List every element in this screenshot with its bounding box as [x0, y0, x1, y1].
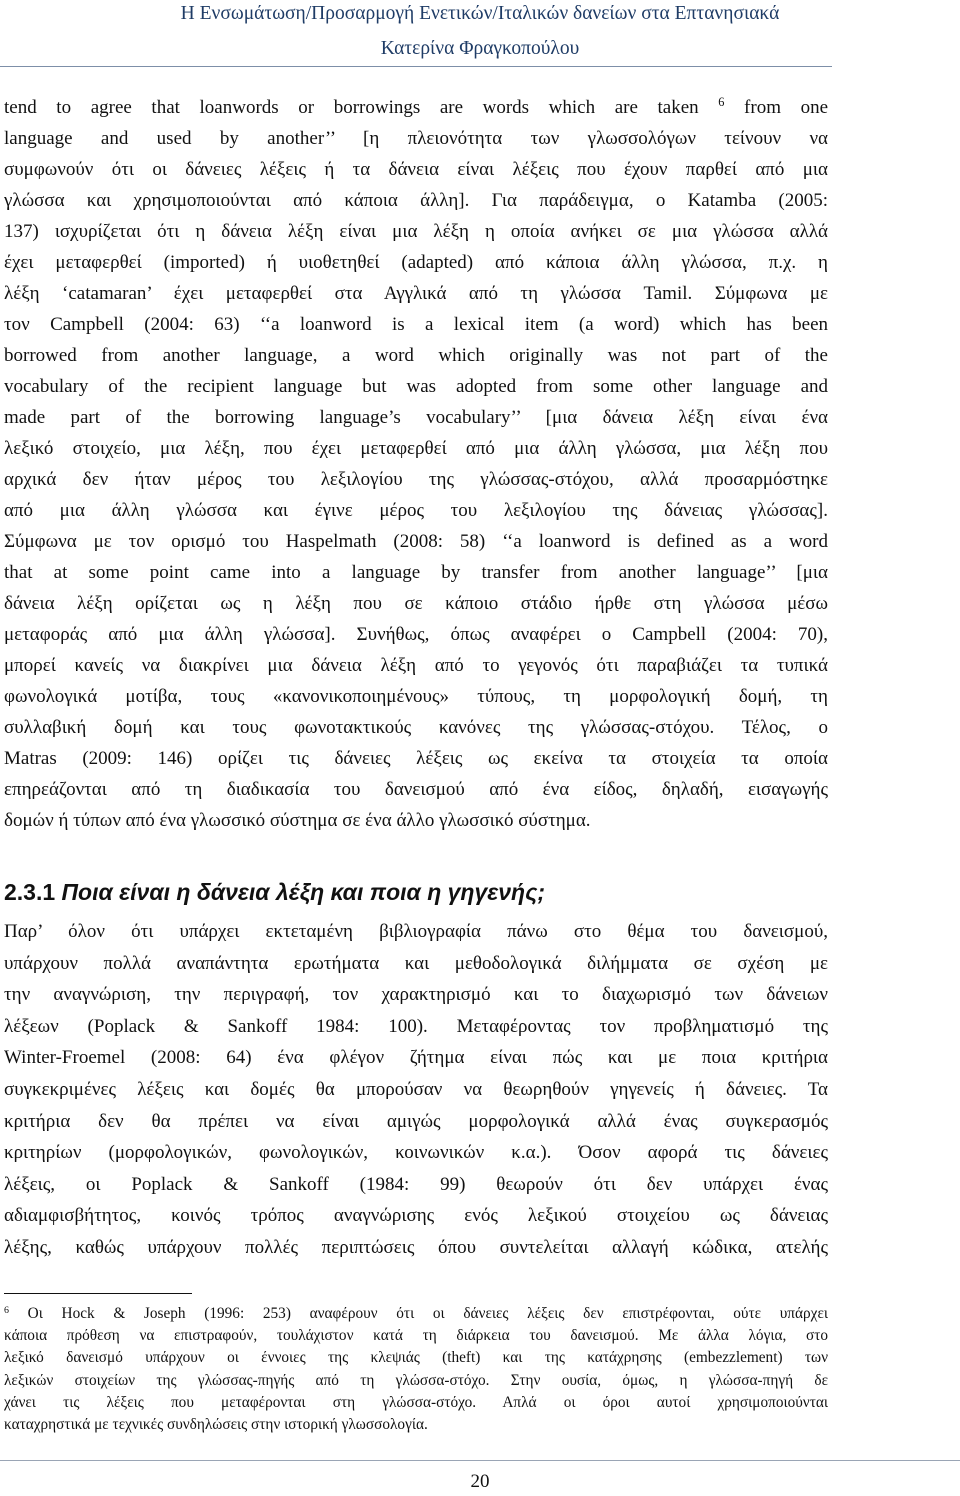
text-line: υπάρχουν πολλά αναπάντητα ερωτήματα και μεθοδολογικά διλήμματα σε σχέση με [4, 952, 828, 974]
text-line: vocabulary of the recipient language but was adopted from some other language and [4, 376, 828, 397]
text-line-end: from one [744, 97, 828, 118]
text-line: επηρεάζονται από τη διαδικασία του δανεισμού από ένα είδος, δηλαδή, εισαγωγής [4, 779, 828, 800]
text-line: μπορεί κανείς να διακρίνει μια δάνεια λέξη από το γεγονός ότι παραβιάζει τα τυπικά [4, 655, 828, 676]
text-line: κριτήρια δεν θα πρέπει να είναι αμιγώς μορφολογικά αλλά ένας συγκερασμός [4, 1110, 828, 1132]
text-line: Matras (2009: 146) ορίζει τις δάνειες λέξεις ως εκείνα τα στοιχεία τα οποία [4, 748, 828, 769]
body-paragraph-2 [4, 916, 828, 1264]
text-line: τον Campbell (2004: 63) ‘‘a loanword is a lexical item (a word) which has been [4, 314, 828, 335]
footnote-line: χάνει τις λέξεις που μεταφέρονται στη γλώσσα-στόχο. Απλά οι όροι αυτοί χρησιμοποιούνται [4, 1393, 828, 1411]
text-line [4, 92, 828, 123]
footnote-marker: 6 [4, 1304, 9, 1316]
text-line: μεταφοράς από μια άλλη γλώσσα]. Συνήθως, όπως αναφέρει ο Campbell (2004: 70), [4, 624, 828, 645]
section-title: Ποια είναι η δάνεια λέξη και ποια η γηγενής; [61, 879, 546, 905]
text-line: Παρ’ όλον ότι υπάρχει εκτεταμένη βιβλιογραφία πάνω στο θέμα του δανεισμού, [4, 921, 828, 942]
text-line: δάνεια λέξη ορίζεται ως η λέξη που σε κάποιο στάδιο ήρθε στη γλώσσα μέσω [4, 593, 828, 614]
text-line: Winter-Froemel (2008: 64) ένα φλέγον ζήτημα είναι πώς και με ποια κριτήρια [4, 1047, 828, 1069]
text-line: συμφωνούν ότι οι δάνειες λέξεις ή τα δάνεια είναι λέξεις που έχουν παρθεί από μια [4, 159, 828, 180]
text-line: αρχικά δεν ήταν μέρος του λεξιλογίου της γλώσσας-στόχου, αλλά προσαρμόστηκε [4, 469, 828, 490]
page-number: 20 [470, 1471, 490, 1492]
text-line: φωνολογικά μοτίβα, τους «κανονικοποιημένους» τύπους, τη μορφολογική δομή, τη [4, 686, 828, 707]
text-line: λεξικό στοιχείο, μια λέξη, που έχει μεταφερθεί από μια άλλη γλώσσα, μια λέξη που [4, 438, 828, 459]
footnote-line: λεξικών στοιχείων της γλώσσας-πηγής από τη γλώσσα-στόχο. Στην ουσία, όμως, η γλώσσα-πηγή δε [4, 1371, 828, 1389]
footnote-line [4, 1303, 828, 1325]
text-line: αδιαμφισβήτητος, κοινός τρόπος αναγνώρισης ενός λεξικού στοιχείου ως δάνειας [4, 1205, 828, 1227]
footnote-divider [4, 1293, 192, 1294]
text-line: language and used by another’’ [η πλειονότητα των γλωσσολόγων τείνουν να [4, 128, 828, 149]
text-line: την αναγνώριση, την περιγραφή, τον χαρακτηρισμό και το διαχωρισμό των δάνειων [4, 984, 828, 1006]
footnote [4, 1303, 828, 1436]
text-line: δομών ή τύπων από ένα γλωσσικό σύστημα σε ένα άλλο γλωσσικό σύστημα. [4, 810, 591, 831]
header-divider [0, 66, 832, 67]
text-line: λέξη ‘catamaran’ έχει μεταφερθεί στα Αγγλικά από τη γλώσσα Tamil. Σύμφωνα με [4, 283, 828, 304]
header-author: Κατερίνα Φραγκοπούλου [380, 38, 580, 59]
text-line: made part of the borrowing language’s vocabulary’’ [μια δάνεια λέξη είναι ένα [4, 407, 828, 428]
footnote-line: καταχρηστικά με τεχνικές συνδηλώσεις στην ιστορική γλωσσολογία. [4, 1415, 428, 1433]
text-line: borrowed from another language, a word which originally was not part of the [4, 345, 828, 366]
text-line: λέξης, καθώς υπάρχουν πολλές περιπτώσεις όπου συντελείται αλλαγή κώδικα, ατελής [4, 1236, 828, 1258]
text-line: συλλαβική δομή και τους φωνοτακτικούς κανόνες της γλώσσας-στόχου. Τέλος, ο [4, 717, 828, 738]
text-line-start: tend to agree that loanwords or borrowings are words which are taken [4, 97, 699, 118]
text-line: κριτηρίων (μορφολογικών, φωνολογικών, κοινωνικών κ.α.). Όσον αφορά τις δάνειες [4, 1142, 828, 1164]
body-paragraph-1 [4, 92, 828, 836]
text-line: γλώσσα και χρησιμοποιούνται από κάποια άλλη]. Για παράδειγμα, ο Katamba (2005: [4, 190, 828, 211]
text-line: that at some point came into a language by transfer from another language’’ [μια [4, 562, 828, 583]
footnote-line: κάποια πρόθεση να επιστραφούν, τουλάχιστον κατά τη διάρκεια του δανεισμού. Με άλλα λόγια, στο [4, 1327, 828, 1345]
text-line: Σύμφωνα με τον ορισμό του Haspelmath (2008: 58) ‘‘a loanword is defined as a word [4, 531, 828, 552]
header-title: Η Ενσωμάτωση/Προσαρμογή Ενετικών/Ιταλικών δανείων στα Επτανησιακά [180, 3, 780, 24]
section-heading [4, 876, 828, 908]
footnote-line-text: Οι Hock & Joseph (1996: 253) αναφέρουν ότι οι δάνειες λέξεις δεν επιστρέφονται, ούτε υπάρχει [27, 1305, 828, 1322]
text-line: έχει μεταφερθεί (imported) ή υιοθετηθεί (adapted) από κάποια άλλη γλώσσα, π.χ. η [4, 252, 828, 273]
footer-divider [0, 1460, 960, 1461]
footnote-reference: 6 [718, 95, 725, 110]
text-line: συγκεκριμένες λέξεις και δομές θα μπορούσαν να θεωρηθούν γηγενείς ή δάνειες. Τα [4, 1078, 828, 1100]
section-number: 2.3.1 [4, 879, 56, 905]
text-line: από μια άλλη γλώσσα και έγινε μέρος του λεξιλογίου της δάνειας γλώσσας]. [4, 500, 828, 521]
text-line: 137) ισχυρίζεται ότι η δάνεια λέξη είναι μια λέξη η οποία ανήκει σε μια γλώσσα αλλά [4, 221, 828, 242]
text-line: λέξεων (Poplack & Sankoff 1984: 100). Μεταφέροντας τον προβληματισμό της [4, 1015, 828, 1037]
text-line: λέξεις, οι Poplack & Sankoff (1984: 99) θεωρούν ότι δεν υπάρχει ένας [4, 1173, 828, 1195]
footnote-line: λεξικό δανεισμό υπάρχουν οι έννοιες της κλεψιάς (theft) και της κατάχρησης (embezzlement) των [4, 1349, 828, 1367]
